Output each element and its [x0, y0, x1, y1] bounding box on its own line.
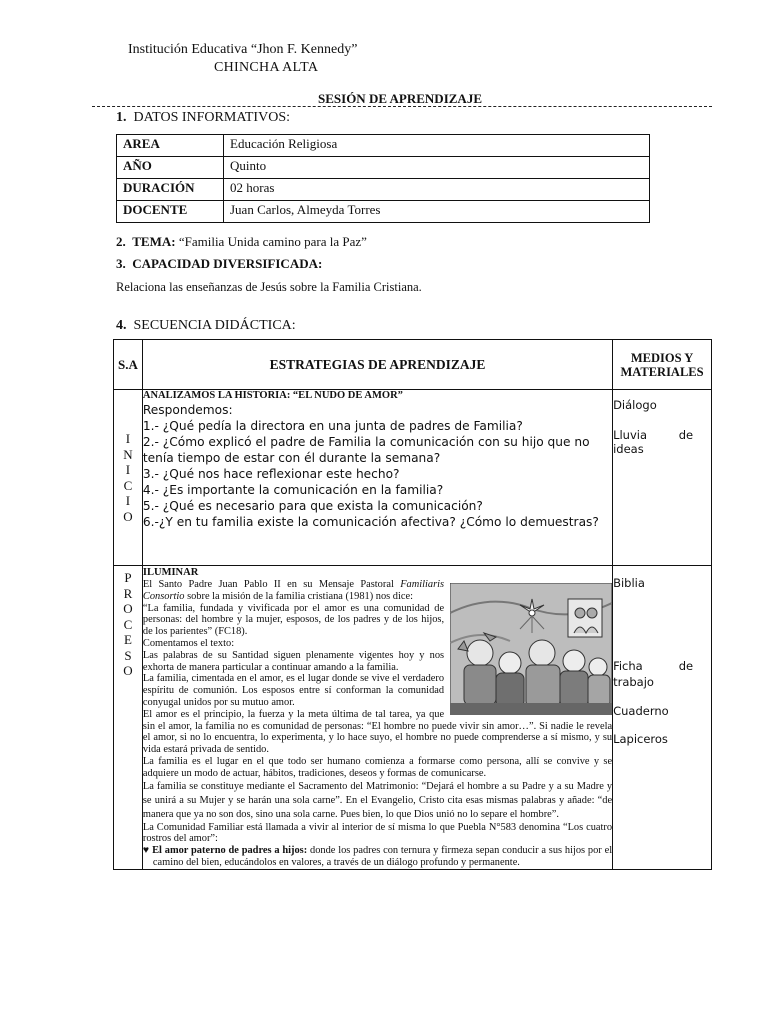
header-strategies: ESTRATEGIAS DE APRENDIZAJE — [142, 340, 612, 390]
bullet-title: El amor paterno de padres a hijos: — [152, 845, 308, 857]
text-run: sobre la misión de la familia cristiana (1981) nos dice: — [184, 590, 413, 602]
stage-letter: O — [123, 663, 133, 678]
section-label: TEMA: — [132, 234, 176, 249]
stage-letter: N — [123, 446, 133, 462]
bullet-text: donde los padres con ternura y firmeza sepan conducir a sus hijos por el camino del bien, educándolos en valores, a través de un diálogo profundo y permanente. — [152, 845, 613, 868]
question-item: 1.- ¿Qué pedía la directora en una junta de padres de Familia? — [142, 419, 523, 433]
paragraph: Las palabras de su Santidad siguen plenamente vigentes hoy y nos exhorta de manera particular a continuar amando a la familia. — [142, 649, 445, 673]
tema-value: “Familia Unida camino para la Paz” — [178, 234, 367, 249]
info-key: DOCENTE — [117, 201, 224, 223]
section-capacidad — [116, 256, 322, 272]
bullet-item — [143, 845, 612, 869]
section-secuencia — [116, 318, 296, 334]
paragraph: El amor es el principio, la fuerza y la meta última de tal tarea, ya que sin el amor, la familia no es comunidad de personas: “El hombre no puede vivir sin amor…”. Si nadie le revela el amor, si no lo encuentra, lo experimenta, y lo hace suyo, el hombre no puede comprenderse a sí mismo, y su vida estará privada de sentido. — [142, 708, 613, 756]
document-title: SESIÓN DE APRENDIZAJE — [318, 91, 482, 106]
inicio-media — [613, 390, 712, 566]
paragraph: La familia, cimentada en el amor, es el lugar donde se vive el verdadero espíritu de comunión. Los esposos entre sí conforman la comunidad conyugal unidos por su mutuo amor. — [142, 673, 445, 708]
table-row — [117, 135, 650, 157]
media-item: Cuaderno — [613, 704, 669, 718]
question-item: 6.-¿Y en tu familia existe la comunicación afectiva? ¿Cómo lo demuestras? — [142, 515, 599, 529]
info-key: DURACIÓN — [117, 179, 224, 201]
question-item: 3.- ¿Qué nos hace reflexionar este hecho? — [142, 467, 400, 481]
stage-label-text — [114, 570, 142, 679]
info-key: AREA — [117, 135, 224, 157]
info-table — [116, 134, 650, 223]
stage-label-text — [114, 431, 142, 524]
media-item: Lluvia de ideas — [613, 428, 694, 456]
info-value: Quinto — [224, 157, 650, 179]
section-number: 1. — [116, 110, 127, 125]
stage-letter: I — [125, 462, 131, 477]
table-header-row — [114, 340, 712, 390]
question-item: 4.- ¿Es importante la comunicación en la familia? — [142, 483, 444, 497]
proceso-media — [613, 566, 712, 870]
media-item: Lapiceros — [613, 732, 668, 746]
section-label: CAPACIDAD DIVERSIFICADA: — [132, 256, 323, 271]
inicio-strategies — [142, 390, 612, 566]
paragraph: La familia es el lugar en el que todo ser humano comienza a formarse como persona, allí se convive y se adquiere un modo de actuar, hábitos, tradiciones, deseos y formas de comunicarse. — [142, 755, 613, 779]
header-media: MEDIOS Y MATERIALES — [613, 340, 712, 390]
stage-letter: I — [125, 431, 131, 446]
stage-letter: P — [124, 570, 132, 585]
stage-letter: I — [125, 493, 131, 508]
inicio-intro: Respondemos: — [142, 403, 233, 417]
media-item: Ficha de trabajo — [613, 659, 694, 689]
section-number: 3. — [116, 256, 126, 271]
proceso-heading: ILUMINAR — [142, 567, 199, 578]
section-label: SECUENCIA DIDÁCTICA: — [133, 318, 296, 333]
document-title-italic: Familiaris Consortio — [142, 579, 445, 602]
text-run: El Santo Padre Juan Pablo II en su Mensaje Pastoral — [142, 579, 401, 590]
title-divider — [92, 106, 712, 107]
institution-name: Institución Educativa “Jhon F. Kennedy” — [128, 42, 358, 57]
stage-label-inicio — [114, 390, 143, 566]
stage-letter: S — [124, 647, 132, 663]
paragraph: La familia se constituye mediante el Sacramento del Matrimonio: “Dejará el hombre a su Padre y a su Madre y se unirá a su Mujer y se harán una sola carne”. En el Evangelio, Cristo cita esas mismas palabras y añade: “de manera que ya no son dos, sino una sola carne. Pues bien, lo que Dios unió no lo separe el hombre”. — [142, 780, 613, 820]
info-value: Juan Carlos, Almeyda Torres — [224, 201, 650, 223]
stage-letter: C — [123, 616, 133, 632]
table-row — [117, 157, 650, 179]
table-row — [117, 179, 650, 201]
inicio-heading: ANALIZAMOS LA HISTORIA: “EL NUDO DE AMOR” — [142, 390, 403, 401]
section-tema — [116, 234, 367, 250]
info-value: 02 horas — [224, 179, 650, 201]
table-row-inicio — [114, 390, 712, 566]
header-sa: S.A — [114, 340, 143, 390]
capacidad-text: Relaciona las enseñanzas de Jesús sobre la Familia Cristiana. — [116, 280, 422, 294]
heart-icon: ♥ — [142, 845, 150, 857]
question-item: 2.- ¿Cómo explicó el padre de Familia la comunicación con su hijo que no tenía tiempo de estar con él durante la semana? — [142, 435, 590, 465]
sequence-table — [113, 339, 712, 870]
section-label: DATOS INFORMATIVOS: — [133, 110, 290, 125]
city-name: CHINCHA ALTA — [214, 60, 319, 75]
paragraph: La Comunidad Familiar está llamada a vivir al interior de sí misma lo que Puebla N°583 denomina “Los cuatro rostros del amor”: — [142, 821, 613, 845]
media-item: Biblia — [613, 576, 645, 590]
media-item: Diálogo — [613, 398, 657, 412]
stage-letter: R — [123, 585, 133, 601]
stage-letter: E — [123, 632, 132, 647]
section-number: 4. — [116, 318, 127, 333]
stage-letter: O — [123, 508, 133, 524]
paragraph: “La familia, fundada y vivificada por el amor es una comunidad de personas: del hombre y la mujer, esposos, de los padres y de los hijos, de los parientes” (FC18). — [142, 602, 445, 638]
info-value: Educación Religiosa — [224, 135, 650, 157]
family-illustration — [450, 583, 612, 715]
stage-letter: O — [123, 601, 133, 616]
paragraph: Comentamos el texto: — [142, 637, 235, 649]
section-datos-informativos — [116, 110, 290, 126]
stage-letter: C — [123, 477, 133, 493]
info-key: AÑO — [117, 157, 224, 179]
proceso-strategies — [142, 566, 612, 870]
family-illustration-svg — [450, 583, 612, 715]
section-number: 2. — [116, 234, 126, 249]
question-item: 5.- ¿Qué es necesario para que exista la comunicación? — [142, 499, 483, 513]
stage-label-proceso — [114, 566, 143, 870]
table-row — [117, 201, 650, 223]
table-row-proceso — [114, 566, 712, 870]
